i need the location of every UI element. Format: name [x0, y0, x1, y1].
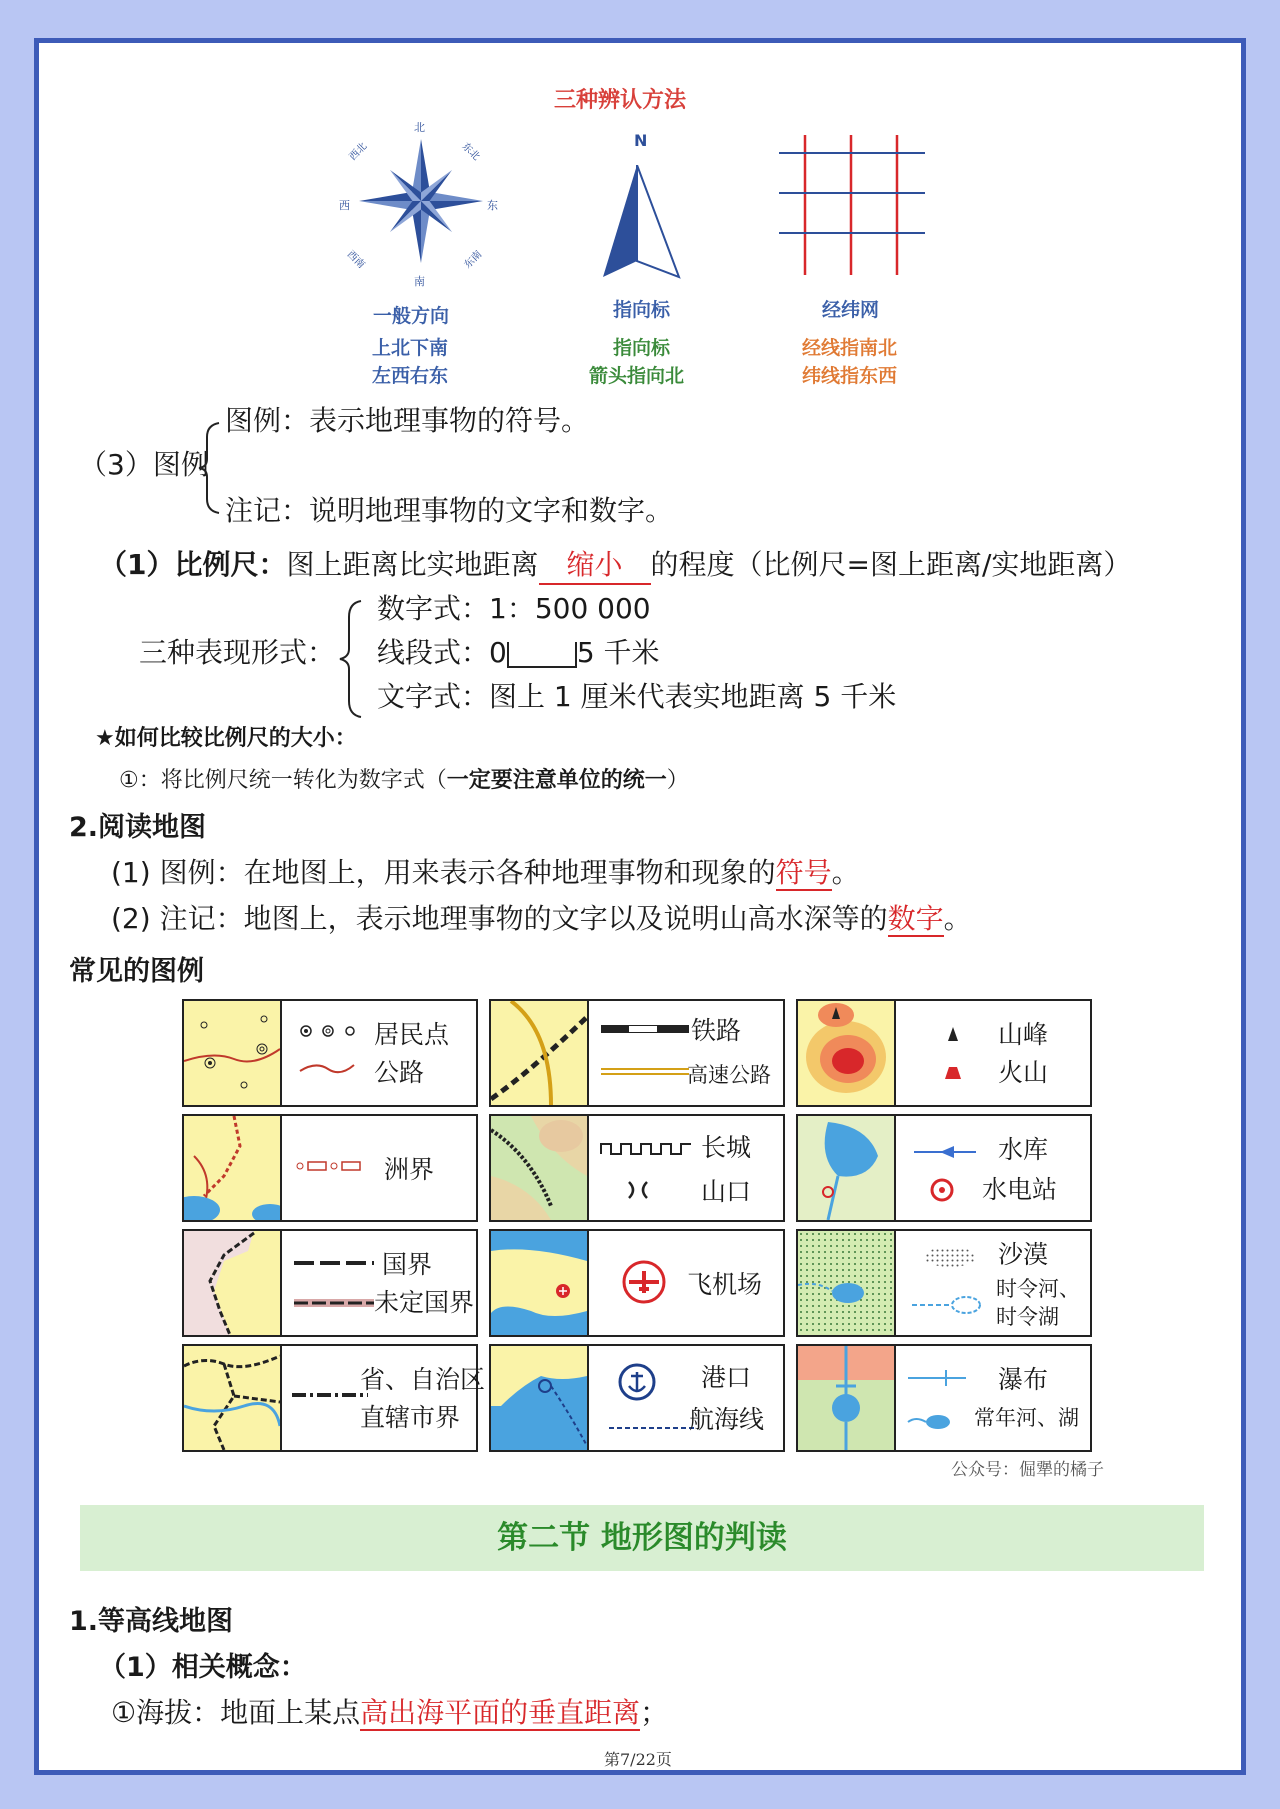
great-wall-symbols-icon: [599, 1136, 695, 1206]
legend-cell-airport: [489, 1229, 785, 1337]
compass-line2: 左西右东: [372, 365, 449, 387]
legend-map-thumb: [184, 1346, 282, 1450]
legend-label: 国界: [382, 1250, 433, 1279]
legend-label: 时令河、: [996, 1277, 1080, 1301]
legend-label: 未定国界: [374, 1288, 475, 1317]
compass-label-nw: 西北: [347, 140, 370, 163]
credit-text: 公众号：倔犟的橘子: [951, 1460, 1104, 1480]
legend-map-thumb: [798, 1346, 896, 1450]
settlement-symbols-icon: [296, 1021, 360, 1091]
legend-cell-peak: [796, 999, 1092, 1107]
desert-symbols-icon: [910, 1243, 986, 1323]
page-number: 第7/22页: [604, 1750, 672, 1769]
contour-item-highlight: 高出海平面的垂直距离: [360, 1696, 641, 1729]
scale-blank-answer: 缩小: [539, 543, 651, 585]
legend-label: 时令湖: [996, 1305, 1059, 1329]
read-map-item-1-end: 。: [831, 856, 860, 889]
legend-map-thumb: [798, 1116, 896, 1220]
legend-label: 山峰: [998, 1020, 1049, 1049]
legend-map-thumb: [184, 1231, 282, 1335]
read-map-item-1: [111, 851, 860, 891]
port-symbols-icon: [607, 1360, 699, 1440]
reservoir-symbols-icon: [910, 1136, 980, 1206]
legend-map-thumb: [798, 1231, 896, 1335]
legend-label: 直辖市界: [360, 1403, 461, 1432]
read-map-item-1-text: (1) 图例：在地图上，用来表示各种地理事物和现象的: [111, 856, 776, 889]
arrow-line1: 指向标: [613, 337, 671, 359]
scale-text-a: 图上距离比实地距离: [286, 548, 539, 581]
legend-cell-port: [489, 1344, 785, 1452]
legend-cell-desert: [796, 1229, 1092, 1337]
railway-symbols-icon: [599, 1017, 693, 1087]
legend-label: 港口: [701, 1363, 752, 1392]
national-border-symbols-icon: [292, 1251, 376, 1321]
scale-form-line: [377, 631, 660, 671]
legend-cell-national-border: [182, 1229, 478, 1337]
scale-form-text: 文字式：图上 1 厘米代表实地距离 5 千米: [377, 680, 897, 713]
legend-label: 公路: [374, 1058, 425, 1087]
grid-line1: 经线指南北: [802, 337, 898, 359]
scale-form-line-suffix: 5 千米: [576, 636, 660, 669]
compass-label-s: 南: [414, 275, 425, 288]
legend-map-thumb: [491, 1001, 589, 1105]
legend-cell-continent-boundary: [182, 1114, 478, 1222]
legend-label: 洲界: [384, 1155, 435, 1184]
legend-def-2: 注记：说明地理事物的文字和数字。: [225, 494, 674, 527]
legend-label: 省、自治区: [360, 1365, 486, 1394]
legend-label: 瀑布: [998, 1365, 1049, 1394]
scale-form-line-prefix: 线段式：0: [377, 636, 507, 669]
arrow-line2: 箭头指向北: [589, 365, 685, 387]
compass-caption: 一般方向: [373, 305, 450, 327]
legend-prefix: （3）图例: [79, 448, 209, 481]
section-title: 第二节 地形图的判读: [497, 1520, 787, 1556]
legend-def-1: 图例：表示地理事物的符号。: [225, 404, 590, 437]
figure-title: 三种辨认方法: [554, 87, 687, 113]
section-title-bar: [80, 1505, 1204, 1571]
continent-boundary-icon: [296, 1156, 366, 1176]
scale-text-b: 的程度（比例尺=图上距离/实地距离）: [650, 548, 1132, 581]
compare-item-bold: 一定要注意单位的统一: [446, 768, 667, 793]
legend-map-thumb: [798, 1001, 896, 1105]
grid-line2: 纬线指东西: [802, 365, 898, 387]
read-map-item-2-highlight: 数字: [887, 902, 944, 935]
compare-item: [119, 763, 689, 794]
common-legends-heading: 常见的图例: [69, 956, 204, 987]
legend-cell-settlement: [182, 999, 478, 1107]
legend-label: 水库: [998, 1135, 1049, 1164]
contour-item-end: ；: [640, 1696, 669, 1729]
contour-item: [111, 1691, 668, 1731]
legend-label: 铁路: [691, 1016, 742, 1045]
legend-cell-waterfall: [796, 1344, 1092, 1452]
read-map-item-2: [111, 897, 972, 937]
legend-map-thumb: [491, 1116, 589, 1220]
legend-cell-great-wall: [489, 1114, 785, 1222]
arrow-n-label: N: [634, 131, 648, 150]
arrow-caption: 指向标: [613, 299, 671, 321]
compass-label-w: 西: [339, 199, 350, 212]
legend-label: 高速公路: [687, 1063, 771, 1087]
legend-map-thumb: [491, 1346, 589, 1450]
graticule-icon: [779, 135, 925, 275]
legend-map-thumb: [184, 1116, 282, 1220]
read-map-heading: 2.阅读地图: [69, 812, 207, 843]
scale-line: [99, 543, 1131, 585]
scale-heading: （1）比例尺：: [99, 548, 287, 581]
legend-cell-province-boundary: [182, 1344, 486, 1452]
compass-label-sw: 西南: [344, 248, 367, 271]
contour-item-text: ①海拔：地面上某点: [111, 1696, 361, 1729]
province-boundary-icon: [290, 1390, 370, 1400]
legend-label: 航海线: [689, 1405, 765, 1434]
scale-forms-label: 三种表现形式：: [139, 636, 336, 669]
contour-heading: 1.等高线地图: [69, 1606, 234, 1637]
compass-label-se: 东南: [462, 248, 485, 271]
compare-heading: ★如何比较比例尺的大小：: [95, 726, 357, 751]
legend-label: 火山: [998, 1058, 1049, 1087]
legend-cell-railway: [489, 999, 785, 1107]
compass-label-n: 北: [414, 121, 425, 134]
legend-label: 沙漠: [998, 1240, 1049, 1269]
legend-label: 长城: [701, 1133, 752, 1162]
read-map-item-2-end: 。: [943, 902, 972, 935]
scale-form-numeric: 数字式：1：500 000: [377, 592, 651, 625]
scale-bar-icon: [507, 642, 577, 668]
legend-label: 飞机场: [687, 1270, 763, 1299]
grid-caption: 经纬网: [822, 299, 880, 321]
compass-label-e: 东: [487, 199, 498, 212]
compare-item-c: ）: [666, 768, 689, 793]
legend-map-thumb: [184, 1001, 282, 1105]
legend-label: 水电站: [982, 1175, 1058, 1204]
page-frame: [34, 38, 1246, 1775]
contour-subheading: （1）相关概念：: [99, 1652, 307, 1683]
north-arrow-icon: [599, 165, 689, 279]
legend-label: 山口: [701, 1177, 752, 1206]
brace-icon: [337, 599, 365, 719]
legend-label: 居民点: [374, 1020, 450, 1049]
peak-symbols-icon: [938, 1025, 968, 1087]
legend-cell-reservoir: [796, 1114, 1092, 1222]
compass-label-ne: 东北: [459, 140, 482, 163]
legend-map-thumb: [491, 1231, 589, 1335]
airport-icon: [621, 1259, 667, 1305]
legend-label: 常年河、湖: [974, 1406, 1079, 1430]
compass-line1: 上北下南: [372, 337, 449, 359]
read-map-item-2-text: (2) 注记：地图上，表示地理事物的文字以及说明山高水深等的: [111, 902, 888, 935]
brace-icon: [197, 421, 223, 515]
compare-item-a: ①：将比例尺统一转化为数字式（: [119, 768, 447, 793]
read-map-item-1-highlight: 符号: [775, 856, 832, 889]
